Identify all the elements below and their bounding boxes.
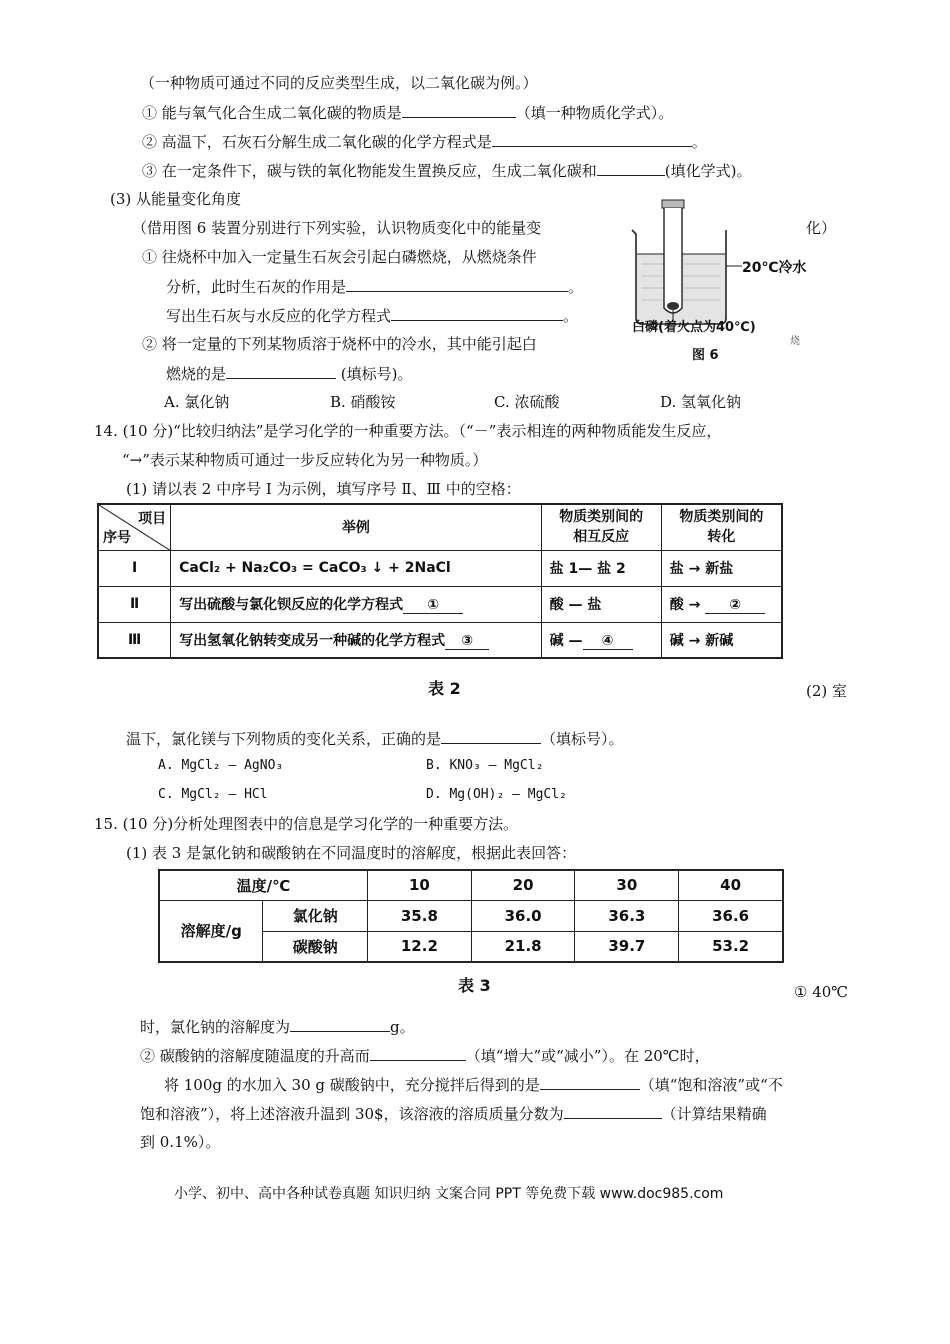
- question-text: （填标号）。: [541, 730, 624, 748]
- table-3-caption: 表 3: [458, 976, 491, 995]
- answer-blank[interactable]: [370, 1045, 466, 1061]
- row-example: CaCl₂ + Na₂CO₃ = CaCO₃ ↓ + 2NaCl: [171, 550, 541, 586]
- question-text: g。: [390, 1018, 415, 1036]
- white-phosphorus: [667, 302, 679, 310]
- value-cell: 39.7: [575, 931, 679, 962]
- question-line: 到 0.1%）。: [140, 1133, 221, 1151]
- value-cell: 12.2: [368, 931, 472, 962]
- intro-line: （一种物质可通过不同的反应类型生成，以二氧化碳为例。）: [140, 74, 538, 92]
- question-text: 分析，此时生石灰的作用是: [166, 278, 347, 296]
- answer-blank[interactable]: [492, 131, 692, 147]
- header-temp: 温度/℃: [159, 870, 368, 900]
- option-c[interactable]: C. 浓硫酸: [494, 393, 560, 411]
- option-d[interactable]: D. 氢氧化钠: [660, 393, 742, 411]
- question-line: [140, 1016, 415, 1037]
- phosphorus-label: 白磷(着火点为40℃): [632, 320, 756, 335]
- header-trans: 物质类别间的 转化: [661, 504, 782, 550]
- question-text: 。: [691, 133, 707, 151]
- answer-blank-3[interactable]: ③: [445, 633, 489, 650]
- question-text: ② 高温下，石灰石分解生成二氧化碳的化学方程式是: [142, 133, 492, 151]
- temp-cell: 20: [471, 870, 575, 900]
- table-row: [98, 550, 782, 586]
- option-b[interactable]: B. KNO₃ — MgCl₂: [426, 758, 544, 773]
- question-text: 饱和溶液”），将上述溶液升温到 30$，该溶液的溶质质量分数为: [140, 1105, 564, 1123]
- intro-line: （借用图 6 装置分别进行下列实验，认识物质变化中的能量变: [132, 219, 542, 237]
- question-line: [142, 102, 673, 123]
- question-text: ② 碳酸钠的溶解度随温度的升高而: [140, 1047, 370, 1065]
- question-text: (填标号)。: [336, 365, 413, 383]
- answer-blank[interactable]: [346, 276, 568, 292]
- value-cell: 36.0: [471, 900, 575, 931]
- question-line: [166, 276, 583, 297]
- page-footer: 小学、初中、高中各种试卷真题 知识归纳 文案合同 PPT 等免费下载 www.doc985.com: [174, 1186, 724, 1202]
- option-d[interactable]: D. Mg(OH)₂ — MgCl₂: [426, 787, 567, 802]
- row-trans: 碱 → 新碱: [661, 622, 782, 658]
- header-item: 项目: [138, 511, 167, 527]
- substance-name: 碳酸钠: [263, 931, 368, 962]
- temp-cell: 30: [575, 870, 679, 900]
- question-text: 温下，氯化镁与下列物质的变化关系，正确的是: [126, 730, 442, 748]
- value-cell: 53.2: [679, 931, 783, 962]
- question-15-stem: 15. (10 分)分析处理图表中的信息是学习化学的一种重要方法。: [94, 815, 519, 833]
- option-b[interactable]: B. 硝酸铵: [330, 393, 396, 411]
- row-react: 盐 1— 盐 2: [541, 550, 661, 586]
- answer-blank[interactable]: [597, 160, 665, 176]
- tube-stopper: [662, 200, 684, 208]
- value-cell: 36.6: [679, 900, 783, 931]
- question-14-stem: 14. (10 分)“比较归纳法”是学习化学的一种重要方法。（“－”表示相连的两种物质能发生反应，: [94, 422, 722, 440]
- option-a[interactable]: A. MgCl₂ — AgNO₃: [158, 758, 284, 773]
- question-15-part1: (1) 表 3 是氯化钠和碳酸钠在不同温度时的溶解度，根据此表回答：: [126, 844, 577, 862]
- temp-cell: 10: [368, 870, 472, 900]
- row-seq: Ⅲ: [98, 622, 171, 658]
- test-tube: [664, 208, 682, 313]
- row-seq: Ⅱ: [98, 586, 171, 622]
- value-cell: 36.3: [575, 900, 679, 931]
- answer-blank[interactable]: [564, 1103, 662, 1119]
- question-line: [166, 363, 413, 384]
- row-react: 酸 — 盐: [541, 586, 661, 622]
- row-trans: 盐 → 新盐: [661, 550, 782, 586]
- figure-caption: 图 6: [692, 348, 719, 363]
- table-2-caption: 表 2: [428, 679, 461, 698]
- question-text: (填化学式)。: [664, 162, 752, 180]
- header-seq: 序号: [103, 529, 131, 546]
- question-text: 时，氯化钠的溶解度为: [140, 1018, 291, 1036]
- question-text: 将 100g 的水加入 30 g 碳酸钠中，充分搅拌后得到的是: [164, 1076, 540, 1094]
- table-2-corner: [98, 504, 171, 550]
- row-label: 溶解度/g: [159, 900, 263, 962]
- question-14-part2-start: (2) 室: [806, 682, 848, 700]
- row-trans: 酸 → ②: [661, 586, 782, 622]
- option-a[interactable]: A. 氯化钠: [164, 393, 230, 411]
- question-text: ③ 在一定条件下，碳与铁的氧化物能发生置换反应，生成二氧化碳和: [142, 162, 597, 180]
- question-text: （计算结果精确: [661, 1105, 767, 1123]
- substance-name: 氯化钠: [263, 900, 368, 931]
- question-text: ① 能与氧气化合生成二氧化碳的物质是: [142, 104, 402, 122]
- question-14-part1: (1) 请以表 2 中序号 Ⅰ 为示例，填写序号 Ⅱ、Ⅲ 中的空格：: [126, 480, 521, 498]
- answer-blank-4[interactable]: ④: [583, 633, 633, 650]
- row-react: 碱 — ④: [541, 622, 661, 658]
- question-line: ① 往烧杯中加入一定量生石灰会引起白磷燃烧，从燃烧条件: [142, 248, 537, 266]
- question-text: 燃烧的是: [166, 365, 227, 383]
- table-3: [158, 869, 784, 963]
- value-cell: 35.8: [368, 900, 472, 931]
- question-text: （填一种物质化学式）。: [515, 104, 674, 122]
- answer-blank[interactable]: [391, 305, 563, 321]
- question-text: 。: [563, 307, 579, 325]
- answer-blank[interactable]: [540, 1074, 640, 1090]
- water-label: 20℃冷水: [742, 260, 807, 276]
- value-cell: 21.8: [471, 931, 575, 962]
- header-react: 物质类别间的 相互反应: [541, 504, 661, 550]
- intro-line-end: 化）: [806, 219, 837, 237]
- question-text: 。: [568, 278, 584, 296]
- header-example: 举例: [171, 504, 541, 550]
- table-2: [97, 503, 783, 659]
- question-15-sub1-start: ① 40℃: [794, 983, 849, 1001]
- question-line: [142, 160, 752, 181]
- answer-blank-2[interactable]: ②: [705, 597, 765, 614]
- question-line: [140, 1045, 710, 1066]
- answer-blank-1[interactable]: ①: [403, 597, 463, 614]
- question-14-note: “→”表示某种物质可通过一步反应转化为另一种物质。）: [122, 451, 488, 469]
- question-line: [140, 1103, 767, 1124]
- side-mark: 烧: [790, 336, 800, 347]
- option-c[interactable]: C. MgCl₂ — HCl: [158, 787, 268, 802]
- row-example: 写出氢氧化钠转变成另一种碱的化学方程式 ③: [171, 622, 541, 658]
- table-row: [98, 622, 782, 658]
- row-seq: Ⅰ: [98, 550, 171, 586]
- question-line: [142, 131, 707, 152]
- question-line: [166, 305, 578, 326]
- table-row: [159, 900, 783, 931]
- answer-blank[interactable]: [290, 1016, 390, 1032]
- question-line: [126, 728, 624, 749]
- subsection-title: (3) 从能量变化角度: [110, 190, 242, 208]
- question-text: （填“增大”或“减小”）。在 20℃时，: [465, 1047, 710, 1065]
- question-text: （填“饱和溶液”或“不: [639, 1076, 783, 1094]
- row-example: 写出硫酸与氯化钡反应的化学方程式 ①: [171, 586, 541, 622]
- question-line: [164, 1074, 783, 1095]
- question-text: 写出生石灰与水反应的化学方程式: [166, 307, 392, 325]
- temp-cell: 40: [679, 870, 783, 900]
- question-line: ② 将一定量的下列某物质溶于烧杯中的冷水，其中能引起白: [142, 335, 537, 353]
- answer-blank[interactable]: [402, 102, 516, 118]
- answer-blank[interactable]: [226, 363, 336, 379]
- answer-blank[interactable]: [441, 728, 541, 744]
- table-row: [98, 586, 782, 622]
